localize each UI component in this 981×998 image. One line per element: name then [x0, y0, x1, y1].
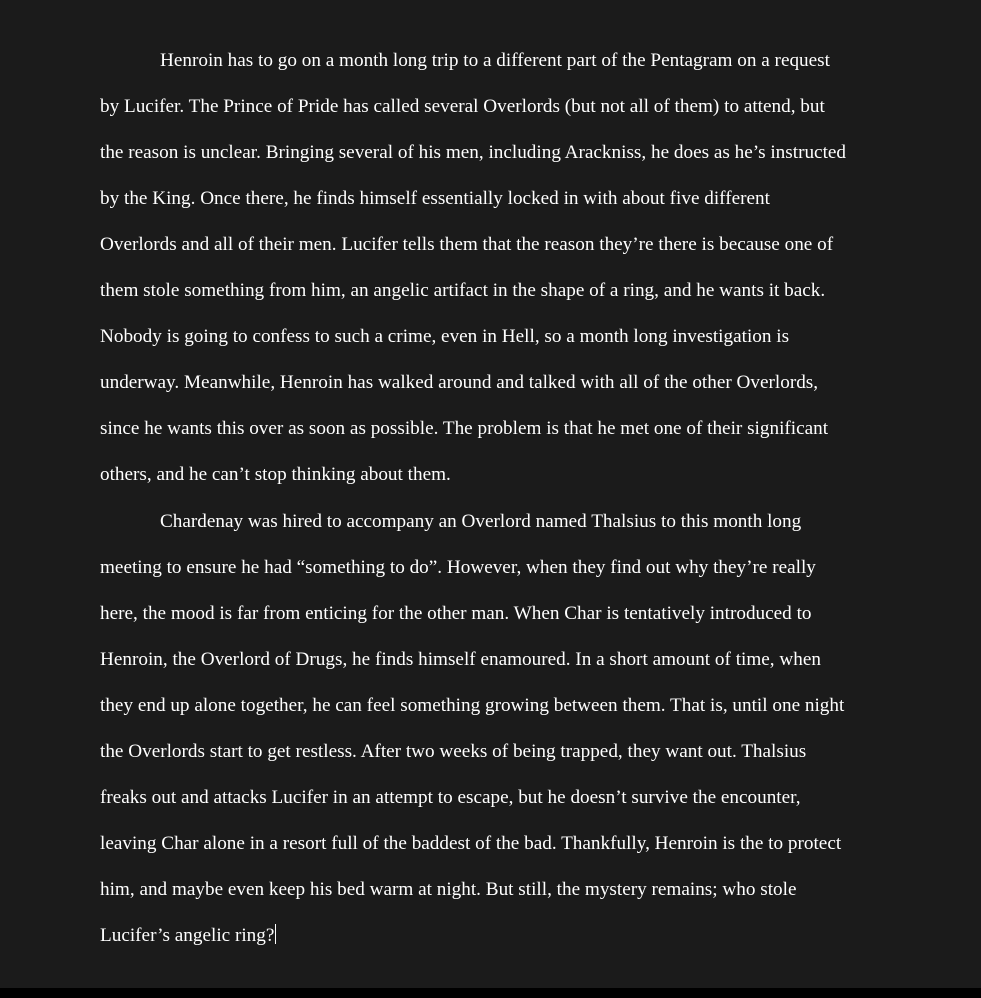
- text-line: Henroin has to go on a month long trip to a different part of the Pentagram on a request: [160, 50, 830, 71]
- text-line: the Overlords start to get restless. After two weeks of being trapped, they want out. Thalsius: [100, 741, 807, 762]
- text-line: him, and maybe even keep his bed warm at night. But still, the mystery remains; who stole: [100, 879, 797, 900]
- text-cursor: [275, 924, 276, 944]
- text-line: leaving Char alone in a resort full of the baddest of the bad. Thankfully, Henroin is the to protect: [100, 833, 842, 854]
- text-line-last: [100, 913, 885, 959]
- text-line: meeting to ensure he had “something to do”. However, when they find out why they’re really: [100, 557, 816, 578]
- text-line: the reason is unclear. Bringing several of his men, including Arackniss, he does as he’s instructed: [100, 142, 847, 163]
- text-line: Overlords and all of their men. Lucifer tells them that the reason they’re there is because one of: [100, 234, 834, 255]
- paragraph-1: [100, 38, 885, 498]
- text-line-content: Lucifer’s angelic ring?: [100, 925, 275, 946]
- text-line: they end up alone together, he can feel something growing between them. That is, until one night: [100, 695, 845, 716]
- text-line: Chardenay was hired to accompany an Overlord named Thalsius to this month long: [160, 511, 802, 532]
- document-body[interactable]: [100, 38, 885, 959]
- text-line: freaks out and attacks Lucifer in an attempt to escape, but he doesn’t survive the encounter,: [100, 787, 801, 808]
- text-line: here, the mood is far from enticing for the other man. When Char is tentatively introduced to: [100, 603, 812, 624]
- text-line: by the King. Once there, he finds himself essentially locked in with about five different: [100, 188, 770, 209]
- text-line: by Lucifer. The Prince of Pride has called several Overlords (but not all of them) to attend, but: [100, 96, 825, 117]
- text-line: Henroin, the Overlord of Drugs, he finds himself enamoured. In a short amount of time, when: [100, 649, 821, 670]
- paragraph-2: [100, 499, 885, 959]
- text-line: since he wants this over as soon as possible. The problem is that he met one of their significant: [100, 418, 829, 439]
- text-line: Nobody is going to confess to such a crime, even in Hell, so a month long investigation is: [100, 326, 790, 347]
- text-line: others, and he can’t stop thinking about them.: [100, 464, 451, 485]
- text-line: them stole something from him, an angelic artifact in the shape of a ring, and he wants it back.: [100, 280, 826, 301]
- text-line: underway. Meanwhile, Henroin has walked around and talked with all of the other Overlords,: [100, 372, 819, 393]
- bottom-edge-bar: [0, 988, 981, 998]
